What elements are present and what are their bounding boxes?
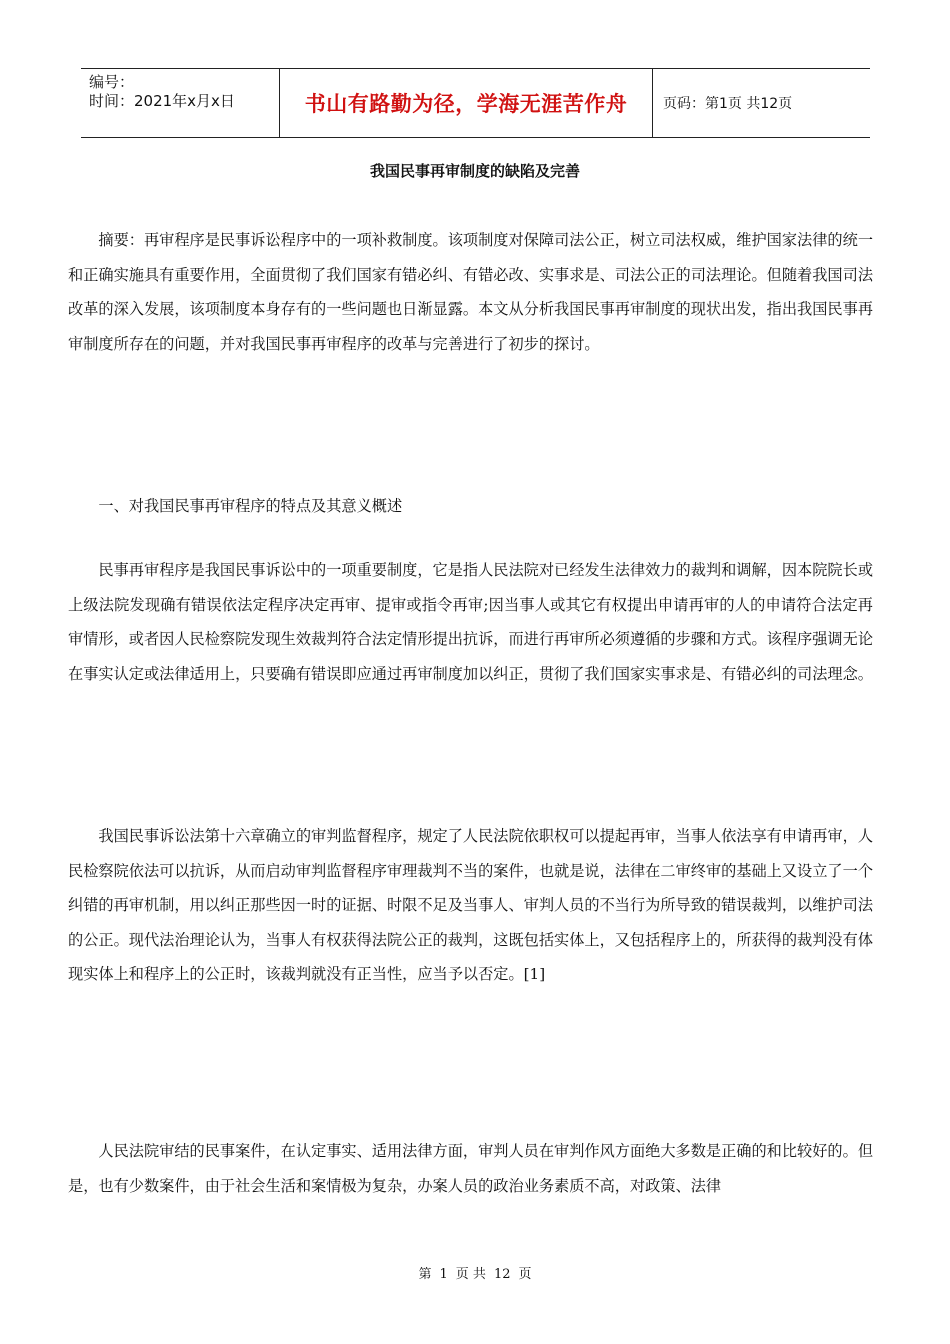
footer-current-page: 1 (439, 1267, 448, 1282)
header-meta-cell (81, 69, 280, 137)
page-footer (0, 1263, 950, 1282)
header-motto: 书山有路勤为径，学海无涯苦作舟 (280, 69, 653, 137)
abstract-paragraph: 摘要：再审程序是民事诉讼程序中的一项补救制度。该项制度对保障司法公正，树立司法权威，维护国家法律的统一和正确实施具有重要作用，全面贯彻了我们国家有错必纠、有错必改、实事求是、司法公正的司法理论。但随着我国司法改革的深入发展，该项制度本身存有的一些问题也日渐显露。本文从分析我国民事再审制度的现状出发，指出我国民事再审制度所存在的问题，并对我国民事再审程序的改革与完善进行了初步的探讨。 (68, 231, 873, 353)
header-table (81, 68, 870, 138)
footer-page-prefix: 第 (418, 1267, 432, 1282)
document-number-label: 编号： (89, 73, 135, 91)
document-date-label: 时间：2021年x月x日 (89, 92, 235, 110)
body-paragraph-1: 民事再审程序是我国民事诉讼中的一项重要制度，它是指人民法院对已经发生法律效力的裁判和调解，因本院院长或上级法院发现确有错误依法定程序决定再审、提审或指令再审;因当事人或其它有权提出申请再审的人的申请符合法定再审情形，或者因人民检察院发现生效裁判符合法定情形提出抗诉，而进行再审所必须遵循的步骤和方式。该程序强调无论在事实认定或法律适用上，只要确有错误即应通过再审制度加以纠正，贯彻了我们国家实事求是、有错必纠的司法理念。 (68, 561, 873, 683)
section-heading: 一、对我国民事再审程序的特点及其意义概述 (98, 497, 403, 515)
footer-page-suffix: 页 (518, 1267, 532, 1282)
document-title: 我国民事再审制度的缺陷及完善 (369, 162, 580, 180)
header-page-label: 页码：第1页 共12页 (663, 96, 793, 112)
body-paragraph-2: 我国民事诉讼法第十六章确立的审判监督程序，规定了人民法院依职权可以提起再审，当事人依法享有申请再审，人民检察院依法可以抗诉，从而启动审判监督程序审理裁判不当的案件，也就是说，法律在二审终审的基础上又设立了一个纠错的再审机制，用以纠正那些因一时的证据、时限不足及当事人、审判人员的不当行为所导致的错误裁判，以维护司法的公正。现代法治理论认为，当事人有权获得法院公正的裁判，这既包括实体上，又包括程序上的，所获得的裁判没有体现实体上和程序上的公正时，该裁判就没有正当性，应当予以否定。[1] (68, 827, 873, 983)
footer-page-mid: 页 共 (455, 1267, 486, 1282)
footer-total-pages: 12 (493, 1267, 511, 1282)
body-paragraph-3: 人民法院审结的民事案件，在认定事实、适用法律方面，审判人员在审判作风方面绝大多数是正确的和比较好的。但是，也有少数案件，由于社会生活和案情极为复杂，办案人员的政治业务素质不高，对政策、法律 (68, 1142, 873, 1195)
